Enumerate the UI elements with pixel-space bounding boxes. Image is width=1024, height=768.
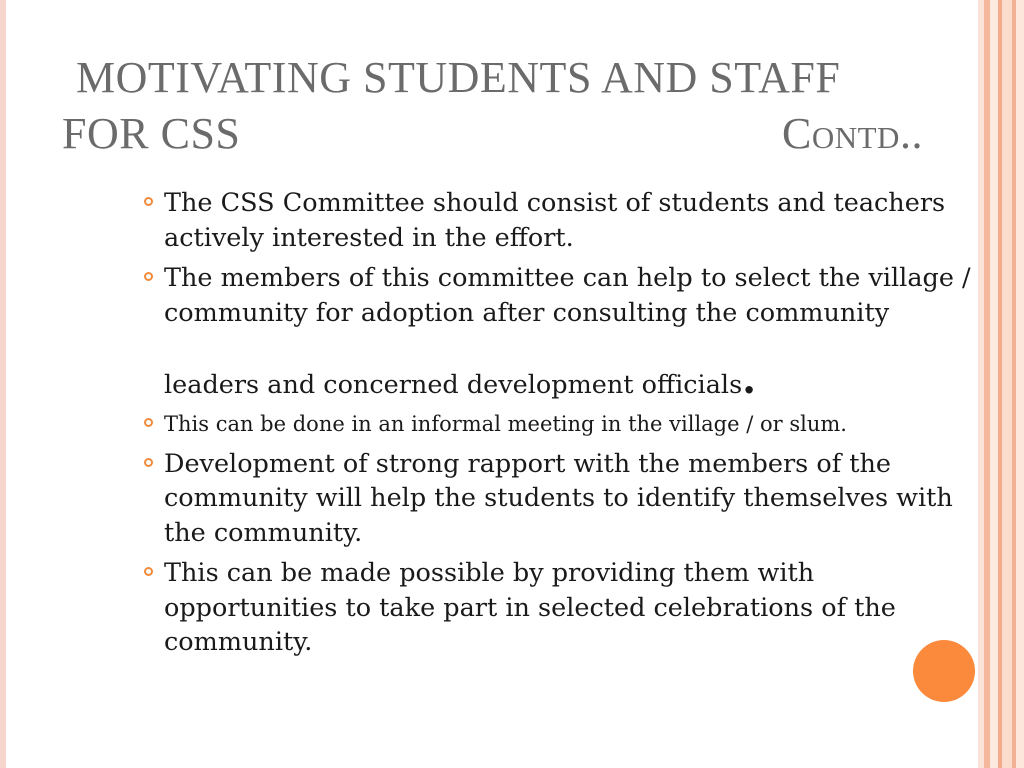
bullet-text-continued: leaders and concerned development officials bbox=[164, 370, 743, 400]
stripe bbox=[1016, 0, 1024, 768]
bullet-list bbox=[142, 186, 972, 666]
title-line-2-text: FOR CSS bbox=[62, 109, 241, 158]
bullet-item bbox=[142, 261, 972, 403]
title-contd: Contd.. bbox=[782, 109, 923, 158]
bullet-item bbox=[142, 186, 972, 255]
bullet-item bbox=[142, 409, 972, 439]
title-line-1: MOTIVATING STUDENTS AND STAFF bbox=[76, 53, 841, 102]
bullet-text: The members of this committee can help to select the village / community for adoption after consulting the community bbox=[164, 263, 971, 328]
decorative-side-stripes bbox=[978, 0, 1024, 768]
bullet-circle-icon bbox=[144, 272, 153, 281]
bullet-text: This can be made possible by providing them with opportunities to take part in selected celebrations of the community. bbox=[164, 558, 896, 657]
bullet-text: Development of strong rapport with the members of the community will help the students to identify themselves with the community. bbox=[164, 448, 953, 548]
bullet-circle-icon bbox=[144, 197, 153, 206]
bullet-circle-icon bbox=[144, 458, 153, 467]
bullet-item bbox=[142, 556, 972, 660]
stripe bbox=[1002, 0, 1012, 768]
bullet-text: This can be done in an informal meeting in the village / or slum. bbox=[164, 411, 847, 436]
slide-title bbox=[62, 50, 962, 162]
bullet-circle-icon bbox=[144, 567, 153, 576]
bullet-item bbox=[142, 447, 972, 551]
line-gap bbox=[164, 330, 972, 368]
decorative-orange-circle bbox=[913, 640, 975, 702]
bullet-text: The CSS Committee should consist of students and teachers actively interested in the effort. bbox=[164, 188, 946, 253]
bullet-period: . bbox=[742, 356, 757, 403]
title-line-2 bbox=[62, 106, 962, 162]
bullet-circle-icon bbox=[144, 418, 153, 427]
stripe bbox=[990, 0, 998, 768]
